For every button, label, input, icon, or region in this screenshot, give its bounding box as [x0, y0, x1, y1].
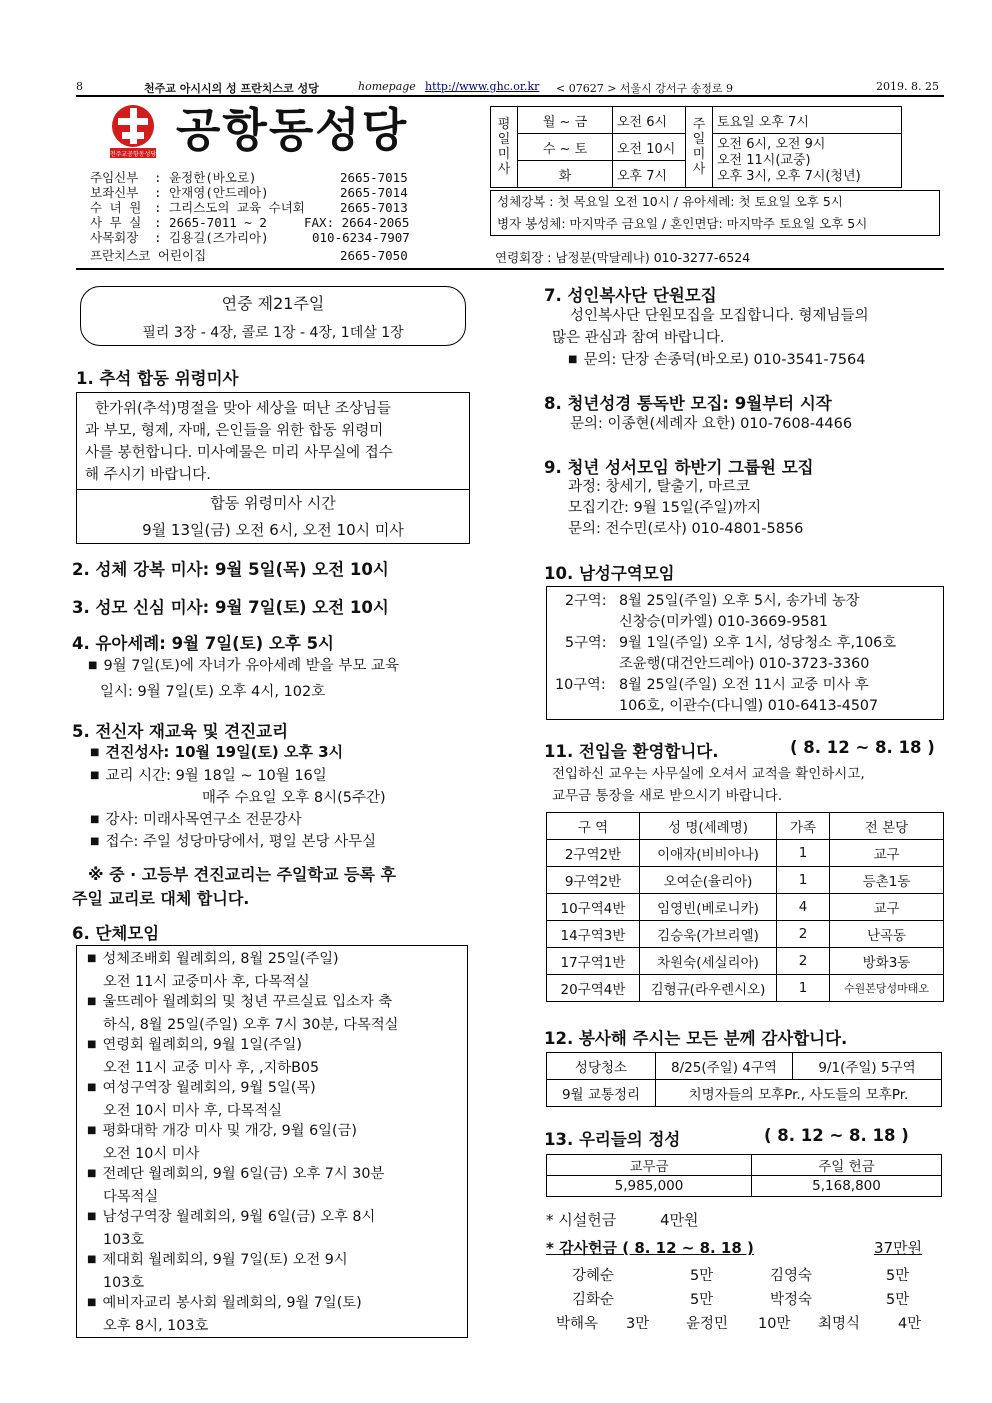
table-row: 2구역2반 이애자(비비아나) 1 교구 [547, 840, 944, 867]
table-row: 성당청소 8/25(주일) 4구역 9/1(주일) 5구역 [547, 1053, 942, 1080]
sunday-mass-label: 주일미사 [686, 107, 713, 188]
page-title: 공항동성당 [176, 103, 409, 157]
donor-amount: 5만 [886, 1292, 910, 1308]
section-7-text: 많은 관심과 참여 바랍니다. [552, 330, 725, 346]
section-9-contact: 문의: 전수민(로사) 010-4801-5856 [568, 521, 804, 537]
donor-name: 윤정민 [686, 1316, 729, 1332]
thanks-offering-label: * 감사헌금 ( 8. 12 ~ 8. 18 ) [546, 1239, 754, 1257]
section-8-title: 8. 청년성경 통독반 모집: 9월부터 시작 [544, 394, 832, 413]
section-7-text: 성인복사단 단원모집을 모집합니다. 형제님들의 [570, 308, 869, 324]
meeting-item: ■ 남성구역장 월례회의, 9월 6일(금) 오후 8시 [87, 1207, 467, 1230]
section-12-title: 12. 봉사해 주시는 모든 분께 감사합니다. [544, 1029, 848, 1048]
section-6-box: ■ 성체조배회 월례회의, 8월 25일(주일) 오전 11시 교중미사 후, 다목적실 ■ 울뜨레아 월례회의 및 청년 꾸르실료 입소자 축 하식, 8월 25일(주일) 오후 7시 30분, 다목적실 ■ 연령회 월례회의, 9월 1일(주일) 오전 11시 교중 미사 후, ,지하B05 ■ 여성구역장 월례회의, 9월 5일(목) 오전 10시 미사 후, 다목적실 ■ 평화대학 개강 미사 및 개강, 9월 6일(금) 오전 10시 미사 ■ 전례단 월례회의, 9월 6일(금) 오후 7시 30분 다목적실 ■ 남성구역장 월례회의, 9월 6일(금) 오후 8시 103호 ■ 제대회 월례회의, 9월 7일(토) 오전 9시 103호 ■ 예비자교리 봉사회 월례회의, 9월 7일(토) 오후 8시, 103호 [76, 945, 468, 1338]
section-13-title: 13. 우리들의 정성 [544, 1130, 681, 1149]
section-7-title: 7. 성인복사단 단원모집 [544, 286, 717, 305]
donor-name: 최명식 [818, 1316, 861, 1332]
section-5-item: ■ 접수: 주일 성당마당에서, 평일 본당 사무실 [90, 832, 376, 854]
meeting-item: ■ 전례단 월례회의, 9월 6일(금) 오후 7시 30분 [87, 1164, 467, 1187]
section-5-title: 5. 전신자 재교육 및 견진교리 [72, 722, 289, 741]
table-row: 10구역4반 임영빈(베로니카) 4 교구 [547, 894, 944, 921]
offering-table: 교무금 주일 헌금 5,985,000 5,168,800 [546, 1154, 942, 1197]
issue-date: 2019. 8. 25 [876, 80, 939, 93]
sacrament-notice: 성체강복 : 첫 목요일 오전 10시 / 유아세례: 첫 토요일 오후 5시 병자 봉성체: 마지막주 금요일 / 혼인면담: 마지막주 토요일 오후 5시 [490, 190, 940, 236]
address: < 07627 > 서울시 강서구 송정로 9 [556, 82, 734, 95]
section-4-item: ■ 9월 7일(토)에 자녀가 유아세례 받을 부모 교육 [88, 656, 399, 678]
liturgical-week-box: 연중 제21주일 필리 3장 - 4장, 콜로 1장 - 4장, 1데살 1장 [80, 286, 466, 346]
table-row: 14구역3반 김승욱(가브리엘) 2 난곡동 [547, 921, 944, 948]
section-4-detail: 일시: 9월 7일(토) 오후 4시, 102호 [100, 684, 326, 700]
meeting-item: ■ 평화대학 개강 미사 및 개강, 9월 6일(금) [87, 1121, 467, 1144]
section-5-detail: 매주 수요일 오후 8시(5주간) [202, 790, 386, 806]
page-number: 8 [76, 80, 83, 93]
section-5-note: 주일 교리로 대체 합니다. [72, 889, 250, 908]
donor-amount: 10만 [758, 1316, 791, 1332]
funeral-society-contact: 연령회장 : 남정분(막달레나) 010-3277-6524 [495, 250, 751, 265]
donor-amount: 5만 [690, 1292, 714, 1308]
weekday-mass-label: 평일미사 [491, 107, 518, 188]
meeting-item: ■ 예비자교리 봉사회 월례회의, 9월 7일(토) [87, 1293, 467, 1316]
section-8-contact: 문의: 이종현(세례자 요한) 010-7608-4466 [570, 416, 853, 432]
section-13-period: ( 8. 12 ~ 8. 18 ) [764, 1126, 909, 1145]
meeting-item: ■ 제대회 월례회의, 9월 7일(토) 오전 9시 [87, 1250, 467, 1273]
new-parishioners-table: 구 역 성 명(세례명) 가족 전 본당 2구역2반 이애자(비비아나) 1 교구 9구역2반 오여순(율리아) 1 등촌1동 10구역4반 임영빈(베로니카) 4 교구 14구역3반 김승욱(가브리엘) 2 난곡동 17구역1반 차원숙(세실리아) 2 방화3동 20구역4반 김형규(라우렌시오) 1 수원본당성마태오 [546, 812, 944, 1002]
table-row: 20구역4반 김형규(라우렌시오) 1 수원본당성마태오 [547, 975, 944, 1002]
section-10-box: 2구역: 8월 25일(주일) 오후 5시, 송가네 농장 신창승(미카엘) 010-3669-9581 5구역: 9월 1일(주일) 오후 1시, 성당청소 후,106호 조윤행(대건안드레아) 010-3723-3360 10구역: 8월 25일(주일) 오전 11시 교중 미사 후 106호, 이관수(다니엘) 010-6413-4507 [546, 586, 944, 720]
info-rule [76, 268, 944, 270]
section-11-period: ( 8. 12 ~ 8. 18 ) [790, 738, 935, 757]
donor-amount: 3만 [626, 1316, 650, 1332]
table-row: 17구역1반 차원숙(세실리아) 2 방화3동 [547, 948, 944, 975]
svg-text:천주교공항동성당: 천주교공항동성당 [109, 151, 157, 158]
section-11-title: 11. 전입을 환영합니다. [544, 742, 719, 761]
donor-name: 박해옥 [556, 1316, 599, 1332]
meeting-item: ■ 울뜨레아 월례회의 및 청년 꾸르실료 입소자 축 [87, 992, 467, 1015]
section-5-item: ■ 교리 시간: 9월 18일 ~ 10월 16일 [90, 766, 327, 788]
homepage-label: homepage [358, 80, 416, 93]
table-row: 9구역2반 오여순(율리아) 1 등촌1동 [547, 867, 944, 894]
volunteer-table [546, 1052, 942, 1107]
meeting-item: ■ 성체조배회 월례회의, 8월 25일(주일) [87, 949, 467, 972]
donor-name: 강혜순 [572, 1268, 615, 1284]
meeting-item: ■ 연령회 월례회의, 9월 1일(주일) [87, 1035, 467, 1058]
donor-name: 김영숙 [770, 1268, 813, 1284]
section-10-title: 10. 남성구역모임 [544, 564, 675, 583]
section-5-note: ※ 중 · 고등부 견진교리는 주일학교 등록 후 [88, 865, 396, 884]
section-9-title: 9. 청년 성서모임 하반기 그룹원 모집 [544, 458, 814, 477]
mass-schedule-table: 평일미사 월 ~ 금 오전 6시 주일미사 토요일 오후 7시 수 ~ 토 오전 10시 오전 6시, 오전 9시 오전 11시(교중) 오후 3시, 오후 7시(청년) 화 오후 7시 [490, 106, 902, 188]
section-2-title: 2. 성체 강복 미사: 9월 5일(목) 오전 10시 [72, 560, 389, 579]
thanks-offering-total: 37만원 [874, 1239, 923, 1257]
parish-name: 천주교 아시시의 성 프란치스코 성당 [144, 82, 319, 95]
section-5-item: ■ 강사: 미래사목연구소 전문강사 [90, 810, 302, 832]
donor-amount: 5만 [690, 1268, 714, 1284]
table-row: 9월 교통정리 치명자들의 모후Pr., 사도들의 모후Pr. [547, 1080, 942, 1107]
section-5-item: ■ 견진성사: 10월 19일(토) 오후 3시 [90, 742, 343, 765]
section-1-title: 1. 추석 합동 위령미사 [76, 369, 239, 388]
section-6-title: 6. 단체모임 [72, 924, 160, 943]
parish-logo [108, 104, 158, 160]
section-4-title: 4. 유아세례: 9월 7일(토) 오후 5시 [72, 634, 334, 653]
section-11-text: 전입하신 교우는 사무실에 오셔서 교적을 확인하시고, [552, 766, 865, 782]
donor-amount: 4만 [898, 1316, 922, 1332]
donor-amount: 5만 [886, 1268, 910, 1284]
section-11-text: 교무금 통장을 새로 받으시기 바랍니다. [552, 788, 783, 804]
section-1-box: 한가위(추석)명절을 맞아 세상을 떠난 조상님들 과 부모, 형제, 자매, 은인들을 위한 합동 위령미 사를 봉헌합니다. 미사예물은 미리 사무실에 접수 해 주시기 바랍니다. 합동 위령미사 시간 9월 13일(금) 오전 6시, 오전 10시 미사 [76, 392, 470, 544]
donor-name: 박정숙 [770, 1292, 813, 1308]
homepage-link[interactable]: http://www.ghc.or.kr [425, 80, 540, 93]
facility-offering-amount: 4만원 [660, 1211, 699, 1229]
section-3-title: 3. 성모 신심 미사: 9월 7일(토) 오전 10시 [72, 598, 389, 617]
section-9-text: 모집기간: 9월 15일(주일)까지 [568, 500, 762, 516]
donor-name: 김화순 [572, 1292, 615, 1308]
meeting-item: ■ 여성구역장 월례회의, 9월 5일(목) [87, 1078, 467, 1101]
section-9-text: 과정: 창세기, 탈출기, 마르코 [568, 479, 751, 495]
section-7-contact: ■ 문의: 단장 손종덕(바오로) 010-3541-7564 [568, 350, 866, 372]
facility-offering-label: * 시설헌금 [546, 1211, 617, 1229]
